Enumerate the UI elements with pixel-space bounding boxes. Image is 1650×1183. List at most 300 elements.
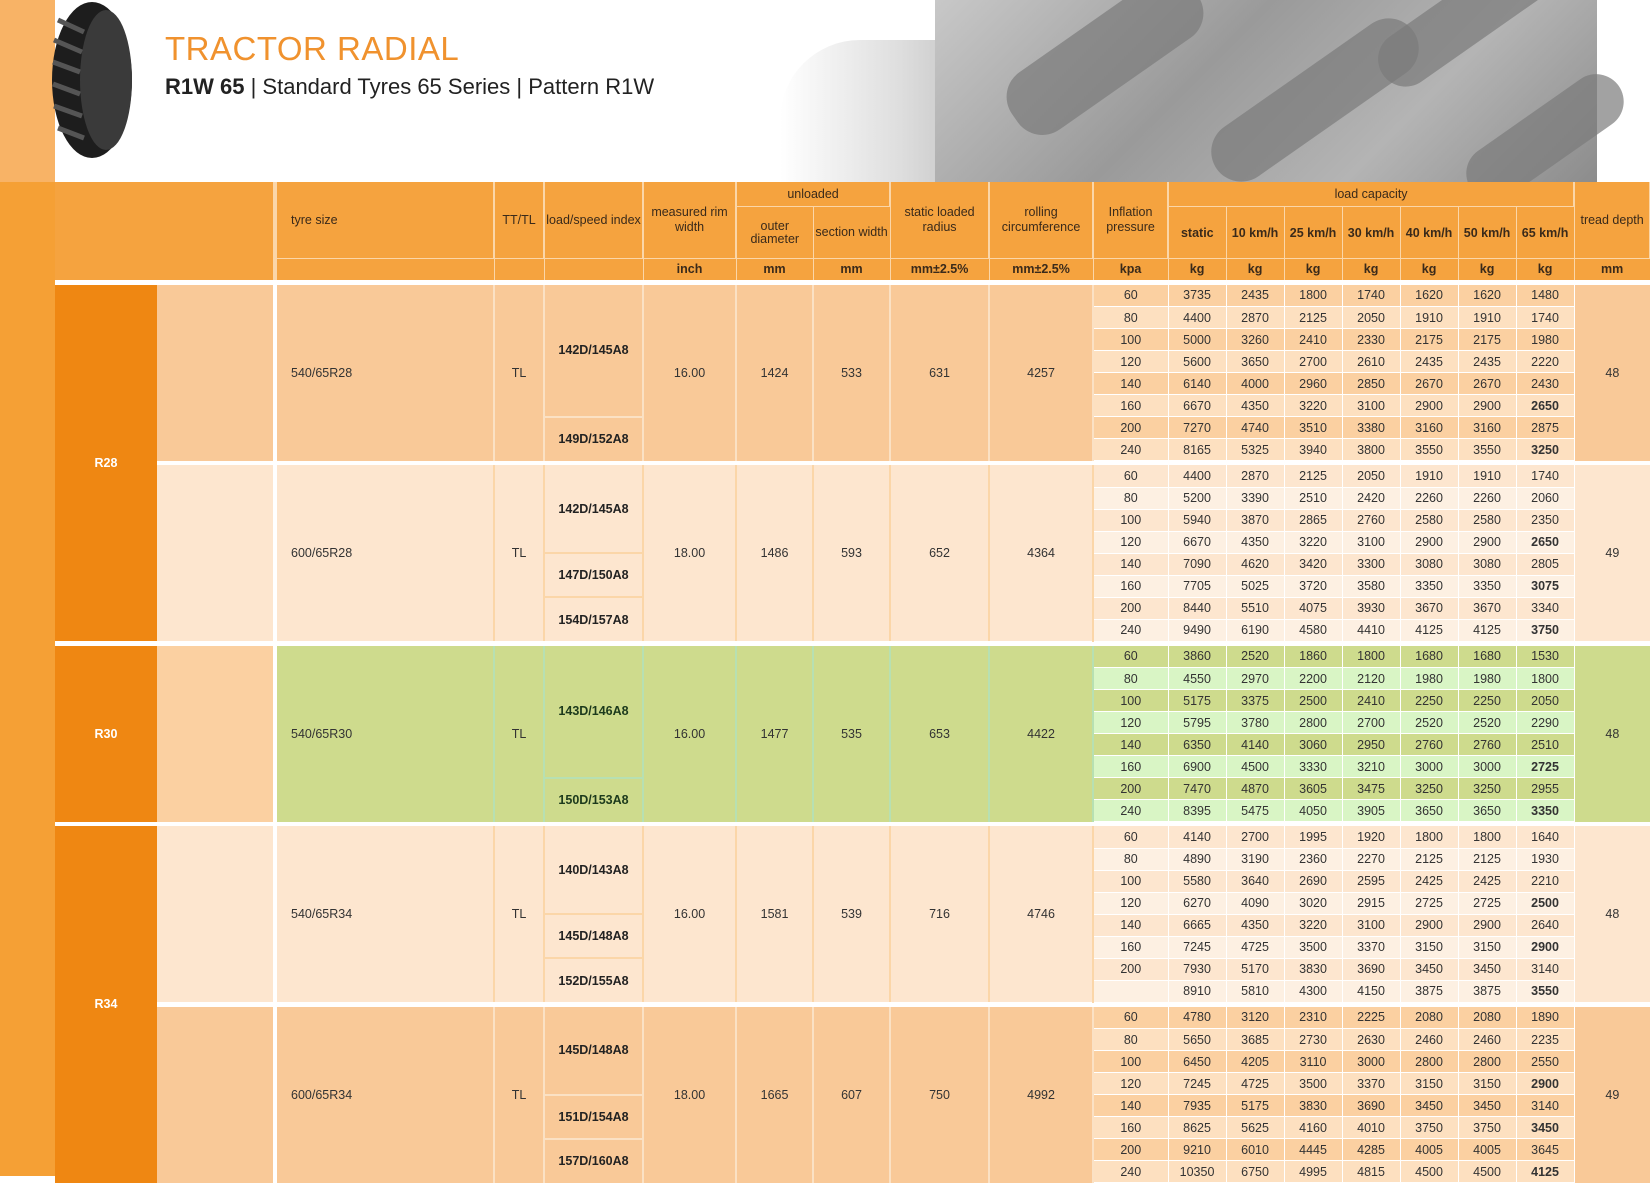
load-cell: 3870	[1226, 509, 1284, 531]
load-cell: 4090	[1226, 892, 1284, 914]
load-cell: 2915	[1342, 892, 1400, 914]
pressure-cell: 60	[1093, 285, 1168, 307]
load-cell: 2200	[1284, 668, 1342, 690]
load-cell: 2875	[1516, 417, 1574, 439]
load-cell: 2500	[1284, 690, 1342, 712]
load-cell: 4620	[1226, 553, 1284, 575]
load-cell: 6665	[1168, 914, 1226, 936]
load-speed-index: 151D/154A8	[544, 1095, 643, 1139]
load-cell: 2725	[1516, 756, 1574, 778]
load-cell: 4010	[1342, 1117, 1400, 1139]
col-speed-2: 25 km/h	[1284, 207, 1342, 259]
pressure-cell: 80	[1093, 1029, 1168, 1051]
load-cell: 5940	[1168, 509, 1226, 531]
pressure-cell: 140	[1093, 734, 1168, 756]
static-radius: 653	[890, 646, 989, 822]
load-cell: 3370	[1342, 936, 1400, 958]
load-cell: 6670	[1168, 395, 1226, 417]
load-cell: 3330	[1284, 756, 1342, 778]
load-cell: 2510	[1284, 487, 1342, 509]
load-cell: 3605	[1284, 778, 1342, 800]
load-cell: 3930	[1342, 597, 1400, 619]
col-inflation: Inflation pressure	[1093, 182, 1168, 259]
load-cell: 3220	[1284, 395, 1342, 417]
load-speed-index: 154D/157A8	[544, 597, 643, 641]
load-cell: 5650	[1168, 1029, 1226, 1051]
load-cell: 5025	[1226, 575, 1284, 597]
rim-width: 16.00	[643, 826, 736, 1002]
col-tyre-size: tyre size	[275, 182, 494, 259]
load-cell: 3100	[1342, 914, 1400, 936]
row-spacer	[157, 826, 275, 1002]
load-cell: 7090	[1168, 553, 1226, 575]
pressure-cell: 80	[1093, 848, 1168, 870]
load-cell: 2700	[1226, 826, 1284, 848]
load-cell: 2650	[1516, 395, 1574, 417]
load-cell: 3550	[1400, 439, 1458, 461]
rim-group-label: R28	[55, 285, 157, 642]
load-cell: 2690	[1284, 870, 1342, 892]
load-cell: 3375	[1226, 690, 1284, 712]
pressure-cell: 200	[1093, 1139, 1168, 1161]
tread-depth: 49	[1574, 465, 1650, 641]
pressure-cell: 240	[1093, 619, 1168, 641]
load-cell: 2435	[1400, 351, 1458, 373]
load-cell: 4300	[1284, 980, 1342, 1002]
load-cell: 3860	[1168, 646, 1226, 668]
load-cell: 3060	[1284, 734, 1342, 756]
load-cell: 4125	[1400, 619, 1458, 641]
section-width: 593	[813, 465, 890, 641]
load-cell: 3150	[1400, 936, 1458, 958]
load-cell: 4050	[1284, 800, 1342, 822]
load-cell: 2630	[1342, 1029, 1400, 1051]
load-cell: 1980	[1458, 668, 1516, 690]
load-cell: 2610	[1342, 351, 1400, 373]
load-cell: 1740	[1516, 307, 1574, 329]
load-cell: 4075	[1284, 597, 1342, 619]
rolling-circumference: 4422	[989, 646, 1093, 822]
load-cell: 5625	[1226, 1117, 1284, 1139]
table-row	[55, 285, 1650, 307]
load-cell: 2050	[1516, 690, 1574, 712]
load-cell: 1920	[1342, 826, 1400, 848]
load-cell: 2125	[1284, 465, 1342, 487]
tyre-size: 540/65R34	[275, 826, 494, 1002]
load-cell: 2950	[1342, 734, 1400, 756]
load-cell: 2210	[1516, 870, 1574, 892]
col-speed-5: 50 km/h	[1458, 207, 1516, 259]
page-subtitle	[165, 74, 654, 100]
load-cell: 2670	[1400, 373, 1458, 395]
load-cell: 2640	[1516, 914, 1574, 936]
section-width: 607	[813, 1007, 890, 1183]
rolling-circumference: 4257	[989, 285, 1093, 461]
load-cell: 3670	[1458, 597, 1516, 619]
load-cell: 1800	[1284, 285, 1342, 307]
load-cell: 3160	[1400, 417, 1458, 439]
load-cell: 2250	[1400, 690, 1458, 712]
header-blank	[55, 182, 275, 280]
section-width: 533	[813, 285, 890, 461]
load-cell: 2500	[1516, 892, 1574, 914]
load-cell: 9490	[1168, 619, 1226, 641]
pressure-cell: 140	[1093, 373, 1168, 395]
load-cell: 3645	[1516, 1139, 1574, 1161]
load-cell: 2310	[1284, 1007, 1342, 1029]
pressure-cell: 100	[1093, 329, 1168, 351]
load-cell: 4725	[1226, 1073, 1284, 1095]
tyre-size: 540/65R30	[275, 646, 494, 822]
load-cell: 1860	[1284, 646, 1342, 668]
load-cell: 1620	[1400, 285, 1458, 307]
tyre-spec-table	[55, 182, 1650, 1183]
unit-load-10: kg	[1226, 259, 1284, 280]
load-cell: 5200	[1168, 487, 1226, 509]
load-cell: 1980	[1400, 668, 1458, 690]
col-rolling: rolling circumference	[989, 182, 1093, 259]
load-cell: 2670	[1458, 373, 1516, 395]
load-cell: 2510	[1516, 734, 1574, 756]
load-cell: 3450	[1400, 1095, 1458, 1117]
load-cell: 6140	[1168, 373, 1226, 395]
unit-rolling: mm±2.5%	[989, 259, 1093, 280]
load-cell: 2425	[1400, 870, 1458, 892]
row-spacer	[157, 465, 275, 641]
col-tread: tread depth	[1574, 182, 1650, 259]
col-speed-3: 30 km/h	[1342, 207, 1400, 259]
load-cell: 2580	[1400, 509, 1458, 531]
pressure-cell: 60	[1093, 646, 1168, 668]
load-cell: 1740	[1342, 285, 1400, 307]
load-speed-index: 142D/145A8	[544, 465, 643, 553]
pressure-cell: 80	[1093, 307, 1168, 329]
load-cell: 2175	[1400, 329, 1458, 351]
tyre-size: 540/65R28	[275, 285, 494, 461]
col-load-speed: load/speed index	[544, 182, 643, 259]
load-cell: 8440	[1168, 597, 1226, 619]
page-title: TRACTOR RADIAL	[165, 30, 460, 67]
table-row	[55, 465, 1650, 487]
load-cell: 4160	[1284, 1117, 1342, 1139]
load-speed-index: 145D/148A8	[544, 1007, 643, 1095]
load-cell: 2125	[1284, 307, 1342, 329]
load-cell: 3780	[1226, 712, 1284, 734]
load-cell: 2900	[1516, 1073, 1574, 1095]
unit-blank-tyre	[275, 259, 494, 280]
load-cell: 3020	[1284, 892, 1342, 914]
load-cell: 3550	[1516, 980, 1574, 1002]
load-cell: 4400	[1168, 465, 1226, 487]
pressure-cell: 160	[1093, 575, 1168, 597]
load-cell: 1910	[1400, 307, 1458, 329]
load-cell: 2050	[1342, 307, 1400, 329]
rim-width: 16.00	[643, 285, 736, 461]
row-spacer	[157, 285, 275, 461]
load-cell: 3080	[1458, 553, 1516, 575]
load-cell: 2970	[1226, 668, 1284, 690]
unit-blank-tl	[494, 259, 544, 280]
unit-load-25: kg	[1284, 259, 1342, 280]
load-cell: 2805	[1516, 553, 1574, 575]
col-speed-0: static	[1168, 207, 1226, 259]
static-radius: 750	[890, 1007, 989, 1183]
load-cell: 2900	[1400, 395, 1458, 417]
load-cell: 1480	[1516, 285, 1574, 307]
load-cell: 3380	[1342, 417, 1400, 439]
load-cell: 6900	[1168, 756, 1226, 778]
load-cell: 3510	[1284, 417, 1342, 439]
pressure-cell: 140	[1093, 1095, 1168, 1117]
tt-tl: TL	[494, 646, 544, 822]
load-cell: 5810	[1226, 980, 1284, 1002]
load-cell: 4150	[1342, 980, 1400, 1002]
load-cell: 5325	[1226, 439, 1284, 461]
load-cell: 4890	[1168, 848, 1226, 870]
load-cell: 2080	[1400, 1007, 1458, 1029]
unit-rim: inch	[643, 259, 736, 280]
load-cell: 2050	[1342, 465, 1400, 487]
load-cell: 2250	[1458, 690, 1516, 712]
load-cell: 2900	[1400, 914, 1458, 936]
load-cell: 4500	[1458, 1161, 1516, 1183]
load-cell: 3450	[1516, 1117, 1574, 1139]
tt-tl: TL	[494, 465, 544, 641]
outer-diameter: 1581	[736, 826, 813, 1002]
subtitle-model: R1W 65	[165, 74, 245, 99]
unit-radius: mm±2.5%	[890, 259, 989, 280]
load-cell: 3140	[1516, 958, 1574, 980]
load-cell: 3000	[1400, 756, 1458, 778]
load-cell: 4285	[1342, 1139, 1400, 1161]
load-speed-index: 140D/143A8	[544, 826, 643, 914]
load-cell: 1740	[1516, 465, 1574, 487]
static-radius: 652	[890, 465, 989, 641]
load-cell: 4995	[1284, 1161, 1342, 1183]
load-cell: 2900	[1458, 531, 1516, 553]
load-cell: 3100	[1342, 531, 1400, 553]
rim-width: 18.00	[643, 465, 736, 641]
load-speed-index: 150D/153A8	[544, 778, 643, 822]
pressure-cell: 120	[1093, 712, 1168, 734]
load-cell: 5510	[1226, 597, 1284, 619]
load-cell: 1680	[1458, 646, 1516, 668]
load-cell: 6270	[1168, 892, 1226, 914]
load-cell: 1800	[1516, 668, 1574, 690]
load-cell: 4550	[1168, 668, 1226, 690]
load-cell: 3450	[1400, 958, 1458, 980]
load-cell: 2725	[1400, 892, 1458, 914]
load-cell: 3640	[1226, 870, 1284, 892]
load-cell: 3190	[1226, 848, 1284, 870]
load-cell: 3150	[1458, 1073, 1516, 1095]
load-cell: 3830	[1284, 1095, 1342, 1117]
load-cell: 3260	[1226, 329, 1284, 351]
load-cell: 2900	[1516, 936, 1574, 958]
static-radius: 716	[890, 826, 989, 1002]
load-cell: 1995	[1284, 826, 1342, 848]
load-cell: 2520	[1458, 712, 1516, 734]
pressure-cell: 100	[1093, 509, 1168, 531]
load-cell: 4725	[1226, 936, 1284, 958]
load-cell: 2460	[1458, 1029, 1516, 1051]
col-speed-6: 65 km/h	[1516, 207, 1574, 259]
load-speed-index: 142D/145A8	[544, 285, 643, 417]
load-cell: 2080	[1458, 1007, 1516, 1029]
load-cell: 3650	[1400, 800, 1458, 822]
outer-diameter: 1665	[736, 1007, 813, 1183]
col-load-capacity: load capacity	[1168, 182, 1574, 207]
load-cell: 3550	[1458, 439, 1516, 461]
load-cell: 4580	[1284, 619, 1342, 641]
load-cell: 8165	[1168, 439, 1226, 461]
tread-depth: 49	[1574, 1007, 1650, 1183]
load-cell: 10350	[1168, 1161, 1226, 1183]
load-cell: 4410	[1342, 619, 1400, 641]
load-cell: 2900	[1400, 531, 1458, 553]
load-cell: 1640	[1516, 826, 1574, 848]
load-cell: 4500	[1400, 1161, 1458, 1183]
load-cell: 5170	[1226, 958, 1284, 980]
pressure-cell: 100	[1093, 870, 1168, 892]
col-speed-4: 40 km/h	[1400, 207, 1458, 259]
pressure-cell: 240	[1093, 800, 1168, 822]
load-cell: 1800	[1342, 646, 1400, 668]
load-cell: 2125	[1458, 848, 1516, 870]
left-stripe-lower	[0, 182, 55, 1176]
section-width: 535	[813, 646, 890, 822]
load-cell: 3000	[1458, 756, 1516, 778]
load-cell: 4445	[1284, 1139, 1342, 1161]
load-cell: 2900	[1458, 914, 1516, 936]
col-tt-tl: TT/TL	[494, 182, 544, 259]
load-cell: 3830	[1284, 958, 1342, 980]
load-cell: 4740	[1226, 417, 1284, 439]
rim-group-label: R34	[55, 826, 157, 1183]
load-cell: 3000	[1342, 1051, 1400, 1073]
pressure-cell: 200	[1093, 958, 1168, 980]
load-cell: 3160	[1458, 417, 1516, 439]
unit-section: mm	[813, 259, 890, 280]
load-cell: 4005	[1458, 1139, 1516, 1161]
table-row	[55, 646, 1650, 668]
rolling-circumference: 4746	[989, 826, 1093, 1002]
load-cell: 4400	[1168, 307, 1226, 329]
load-cell: 2520	[1226, 646, 1284, 668]
load-cell: 3580	[1342, 575, 1400, 597]
load-cell: 3450	[1458, 958, 1516, 980]
load-cell: 4140	[1168, 826, 1226, 848]
load-speed-index: 145D/148A8	[544, 914, 643, 958]
load-cell: 4125	[1516, 1161, 1574, 1183]
load-speed-index: 152D/155A8	[544, 958, 643, 1002]
load-cell: 1620	[1458, 285, 1516, 307]
load-cell: 3080	[1400, 553, 1458, 575]
load-cell: 1530	[1516, 646, 1574, 668]
outer-diameter: 1424	[736, 285, 813, 461]
unit-tread: mm	[1574, 259, 1650, 280]
load-cell: 3750	[1458, 1117, 1516, 1139]
unit-load-static: kg	[1168, 259, 1226, 280]
load-cell: 3370	[1342, 1073, 1400, 1095]
load-cell: 6190	[1226, 619, 1284, 641]
load-cell: 2650	[1516, 531, 1574, 553]
load-cell: 4500	[1226, 756, 1284, 778]
load-cell: 6450	[1168, 1051, 1226, 1073]
pressure-cell: 200	[1093, 417, 1168, 439]
load-cell: 4000	[1226, 373, 1284, 395]
load-speed-index: 147D/150A8	[544, 553, 643, 597]
col-speed-1: 10 km/h	[1226, 207, 1284, 259]
unit-load-50: kg	[1458, 259, 1516, 280]
load-cell: 3500	[1284, 1073, 1342, 1095]
pressure-cell: 120	[1093, 892, 1168, 914]
load-cell: 2955	[1516, 778, 1574, 800]
section-width: 539	[813, 826, 890, 1002]
load-cell: 3140	[1516, 1095, 1574, 1117]
tread-depth: 48	[1574, 646, 1650, 822]
col-rim-width: measured rim width	[643, 182, 736, 259]
pressure-cell: 160	[1093, 936, 1168, 958]
load-cell: 2760	[1400, 734, 1458, 756]
load-cell: 1980	[1516, 329, 1574, 351]
load-cell: 2725	[1458, 892, 1516, 914]
load-cell: 2225	[1342, 1007, 1400, 1029]
load-cell: 2410	[1284, 329, 1342, 351]
load-cell: 3390	[1226, 487, 1284, 509]
load-cell: 8395	[1168, 800, 1226, 822]
outer-diameter: 1477	[736, 646, 813, 822]
static-radius: 631	[890, 285, 989, 461]
pressure-cell: 60	[1093, 465, 1168, 487]
load-cell: 4870	[1226, 778, 1284, 800]
load-cell: 2520	[1400, 712, 1458, 734]
load-cell: 6010	[1226, 1139, 1284, 1161]
load-cell: 1910	[1458, 307, 1516, 329]
load-cell: 1800	[1458, 826, 1516, 848]
tyre-image	[44, 0, 132, 160]
pressure-cell: 240	[1093, 439, 1168, 461]
load-cell: 2360	[1284, 848, 1342, 870]
load-cell: 7935	[1168, 1095, 1226, 1117]
unit-blank-li	[544, 259, 643, 280]
load-cell: 3250	[1458, 778, 1516, 800]
load-cell: 2870	[1226, 307, 1284, 329]
load-cell: 3940	[1284, 439, 1342, 461]
load-cell: 3350	[1516, 800, 1574, 822]
load-cell: 3800	[1342, 439, 1400, 461]
pressure-cell: 80	[1093, 487, 1168, 509]
unit-load-40: kg	[1400, 259, 1458, 280]
load-cell: 2125	[1400, 848, 1458, 870]
load-cell: 3250	[1400, 778, 1458, 800]
load-cell: 3750	[1400, 1117, 1458, 1139]
load-cell: 2060	[1516, 487, 1574, 509]
load-cell: 2120	[1342, 668, 1400, 690]
load-cell: 3720	[1284, 575, 1342, 597]
load-cell: 4780	[1168, 1007, 1226, 1029]
col-section-width: section width	[813, 207, 890, 259]
load-cell: 4140	[1226, 734, 1284, 756]
load-cell: 5600	[1168, 351, 1226, 373]
load-cell: 2430	[1516, 373, 1574, 395]
load-cell: 3875	[1458, 980, 1516, 1002]
load-cell: 3340	[1516, 597, 1574, 619]
load-cell: 2330	[1342, 329, 1400, 351]
unit-pressure: kpa	[1093, 259, 1168, 280]
load-cell: 2760	[1342, 509, 1400, 531]
load-cell: 3350	[1458, 575, 1516, 597]
